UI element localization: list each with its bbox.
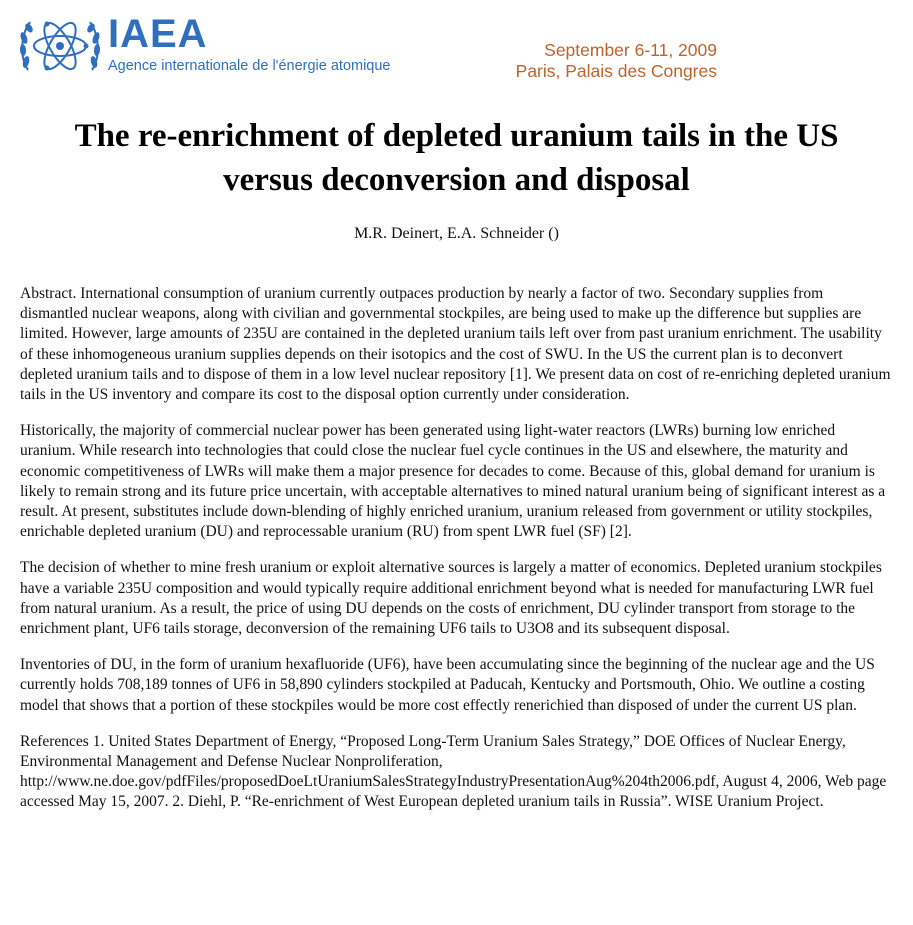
paper-authors: M.R. Deinert, E.A. Schneider ()	[354, 225, 559, 242]
iaea-subtitle: Agence internationale de l'énergie atomique	[108, 58, 391, 74]
paper-title-line-1: The re-enrichment of depleted uranium tails in the US	[74, 118, 839, 154]
body-paragraph: Inventories of DU, in the form of uranium hexafluoride (UF6), have been accumulating since the beginning of the nuclear age and the US currently holds 708,189 tonnes of UF6 in 58,890 cylinders stockpiled at Paducah, Kentucky and Portsmouth, Ohio. We outline a costing model that shows that a portion of these stockpiles would be more cost effectly renerichied than disposed of under the current US plan.	[20, 656, 875, 714]
body-paragraph: Historically, the majority of commercial nuclear power has been generated using light-water reactors (LWRs) burning low enriched uranium. While research into technologies that could close the nuclear fuel cycle continues in the US and elsewhere, the maturity and economic competitiveness of LWRs will make them a major presence for decades to come. Because of this, global demand for uranium is likely to remain strong and its future price uncertain, with acceptable alternatives to mined natural uranium being of significant interest as a result. At present, substitutes include down-blending of highly enriched uranium, uranium released from government or utility stockpiles, enrichable depleted uranium (DU) and reprocessable uranium (RU) from spent LWR fuel (SF) [2].	[20, 422, 886, 541]
iaea-wordmark: IAEA	[108, 12, 208, 56]
body-paragraph: The decision of whether to mine fresh uranium or exploit alternative sources is largely a matter of economics. Depleted uranium stockpiles have a variable 235U composition and would typically require additional enrichment beyond what is needed for manufacturing LWR fuel from natural uranium. As a result, the price of using DU depends on the costs of enrichment, DU cylinder transport from storage to the enrichment plant, UF6 tails storage, deconversion of the remaining UF6 tails to U3O8 and its subsequent disposal.	[20, 559, 882, 638]
paper-title	[0, 114, 913, 202]
paper-body	[20, 284, 892, 829]
conference-place: Paris, Palais des Congres	[515, 61, 717, 81]
page-header	[0, 0, 913, 95]
iaea-atom-logo-icon	[18, 8, 102, 84]
references-paragraph: References 1. United States Department of Energy, “Proposed Long-Term Uranium Sales Strategy,” DOE Offices of Nuclear Energy, Environmental Management and Defense Nuclear Nonproliferation, http://www.ne.doe.gov/pdfFiles/proposedDoeLtUraniumSalesStrategyIndustryPresentationAug%204th2006.pdf, August 4, 2006, Web page accessed May 15, 2007. 2. Diehl, P. “Re-enrichment of West European depleted uranium tails in Russia”. WISE Uranium Project.	[20, 732, 887, 811]
conference-date: September 6-11, 2009	[544, 40, 717, 60]
conference-info	[516, 40, 717, 82]
abstract-paragraph: Abstract. International consumption of uranium currently outpaces production by nearly a factor of two. Secondary supplies from dismantled nuclear weapons, along with civilian and governmental stockpiles, are being used to make up the difference but supplies are limited. However, large amounts of 235U are contained in the depleted uranium tails left over from past uranium enrichment. The usability of these inhomogeneous uranium supplies depends on their isotopics and the cost of SWU. In the US the current plan is to deconvert depleted uranium tails and to dispose of them in a low level nuclear repository [1]. We present data on cost of re-enriching depleted uranium tails in the US inventory and compare its cost to the disposal option currently under consideration.	[20, 285, 891, 404]
paper-title-line-2: versus deconversion and disposal	[223, 162, 690, 198]
